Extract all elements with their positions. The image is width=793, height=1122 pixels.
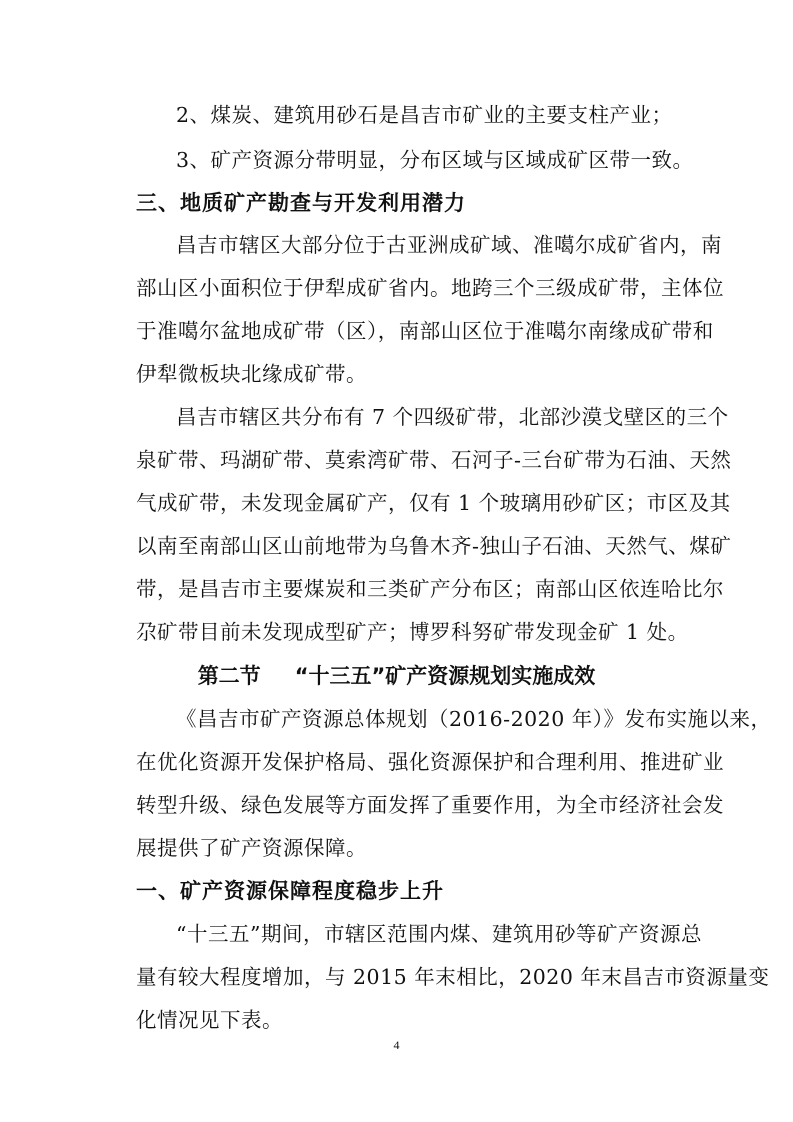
paragraph-line: “十三五”期间，市辖区范围内煤、建筑用砂等矿产资源总 [176,922,702,946]
paragraph-line: 化情况见下表。 [136,1008,283,1032]
paragraph-line: 在优化资源开发保护格局、强化资源保护和合理利用、推进矿业 [136,750,724,774]
heading-resource-guarantee: 一、矿产资源保障程度稳步上升 [136,879,444,903]
paragraph-line: 以南至南部山区山前地带为乌鲁木齐-独山子石油、天然气、煤矿 [136,534,732,558]
heading-geology-potential: 三、地质矿产勘查与开发利用潜力 [136,191,466,215]
list-item-2: 2、煤炭、建筑用砂石是昌吉市矿业的主要支柱产业； [176,103,673,127]
paragraph-line: 《昌吉市矿产资源总体规划（2016-2020 年）》发布实施以来， [176,707,772,731]
paragraph-line: 于准噶尔盆地成矿带（区），南部山区位于准噶尔南缘成矿带和 [136,319,714,343]
paragraph-line: 伊犁微板块北缘成矿带。 [136,362,367,386]
paragraph-line: 转型升级、绿色发展等方面发挥了重要作用，为全市经济社会发 [136,793,724,817]
paragraph-line: 量有较大程度增加，与 2015 年末相比，2020 年末昌吉市资源量变 [136,965,770,989]
paragraph-line: 部山区小面积位于伊犁成矿省内。地跨三个三级成矿带，主体位 [136,276,724,300]
paragraph-line: 气成矿带，未发现金属矿产，仅有 1 个玻璃用砂矿区；市区及其 [136,491,731,515]
section-number: 第二节 [197,664,261,688]
paragraph-line: 昌吉市辖区大部分位于古亚洲成矿域、准噶尔成矿省内，南 [176,233,722,257]
paragraph-line: 带，是昌吉市主要煤炭和三类矿产分布区；南部山区依连哈比尔 [136,577,724,601]
paragraph-line: 泉矿带、玛湖矿带、莫索湾矿带、石河子-三台矿带为石油、天然 [136,448,732,472]
list-item-3: 3、矿产资源分带明显，分布区域与区域成矿区带一致。 [176,148,694,172]
section-title [0,662,793,690]
page-number: 4 [393,1038,400,1052]
paragraph-line: 展提供了矿产资源保障。 [136,836,367,860]
section-name: “十三五”矿产资源规划实施成效 [294,664,596,688]
paragraph-line: 昌吉市辖区共分布有 7 个四级矿带，北部沙漠戈壁区的三个 [176,405,729,429]
paragraph-line: 尕矿带目前未发现成型矿产；博罗科努矿带发现金矿 1 处。 [136,620,689,644]
